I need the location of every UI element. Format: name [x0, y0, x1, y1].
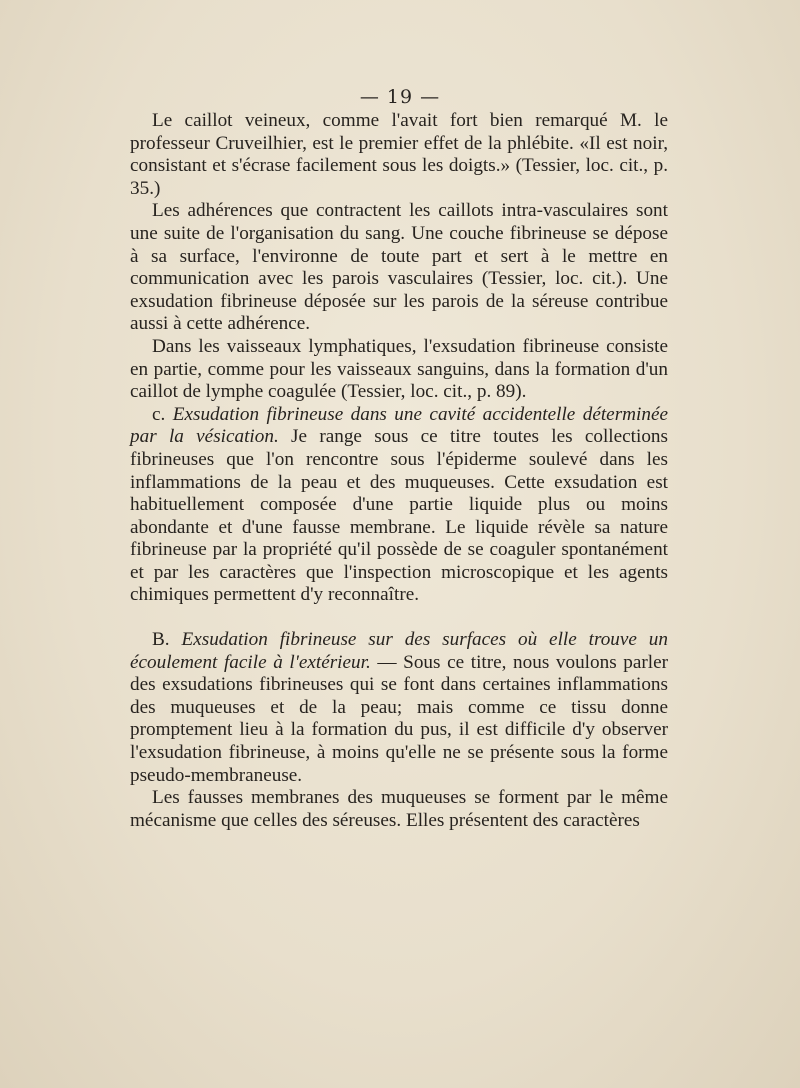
text-run: Le caillot veineux, comme l'avait fort bien remarqué M. le professeur Cruveilhier, est le premier effet de la phlébite. «Il est noir, consistant et s'écrase facilement sous les doigts.» (Tessier, loc. cit., p. 35.) [130, 110, 668, 199]
text-run: — Sous ce titre, nous voulons parler des exsudations fibrineuses qui se font dans certaines inflammations des muqueuses et de la peau; mais comme ce tissu donne promptement lieu à la formation du pus, il est difficile d'y observer l'exsudation fibrineuse, à moins qu'elle ne se présente sous la forme pseudo-membraneuse. [130, 651, 669, 786]
text-run: Dans les vaisseaux lymphatiques, l'exsudation fibrineuse consiste en partie, comme pour les vaisseaux sanguins, dans la formation d'un caillot de lymphe coagulée (Tessier, loc. cit., p. 89). [130, 335, 668, 403]
text-run: Les fausses membranes des muqueuses se forment par le même mécanisme que celles des séreuses. Elles présentent des caractères [130, 787, 668, 831]
page-number: — 19 — [359, 86, 441, 108]
text-run: Les adhérences que contractent les caillots intra-vasculaires sont une suite de l'organisation du sang. Une couche fibrineuse se dépose à sa surface, l'environne de toute part et sert à le mettre en communication avec les parois vasculaires (Tessier, loc. cit.). Une exsudation fibrineuse déposée sur les parois de la séreuse contribue aussi à cette adhérence. [130, 200, 668, 335]
paragraph [130, 110, 668, 200]
text-run: c. [152, 403, 173, 425]
text-run: B. [152, 629, 182, 651]
paragraph [130, 404, 668, 607]
body-text [130, 110, 668, 832]
text-run: Je range sous ce titre toutes les collections fibrineuses que l'on rencontre sous l'épiderme soulevé dans les inflammations de la peau et des muqueuses. Cette exsudation est habituellement composée d'une partie liquide plus ou moins abondante et d'une fausse membrane. Le liquide révèle sa nature fibrineuse par la propriété qu'il possède de se coaguler spontanément et par les caractères que l'inspection microscopique et les agents chimiques permettent d'y reconnaître. [130, 426, 668, 606]
paragraph [130, 200, 668, 336]
paragraph [130, 336, 668, 404]
paragraph [130, 787, 668, 832]
italic-heading-run: Exsudation fibrineuse dans une cavité accidentelle déterminée par la vésication. [130, 403, 668, 448]
paragraph [130, 629, 668, 787]
italic-heading-run: Exsudation fibrineuse sur des surfaces où elle trouve un écoulement facile à l'extérieur. [130, 629, 668, 673]
